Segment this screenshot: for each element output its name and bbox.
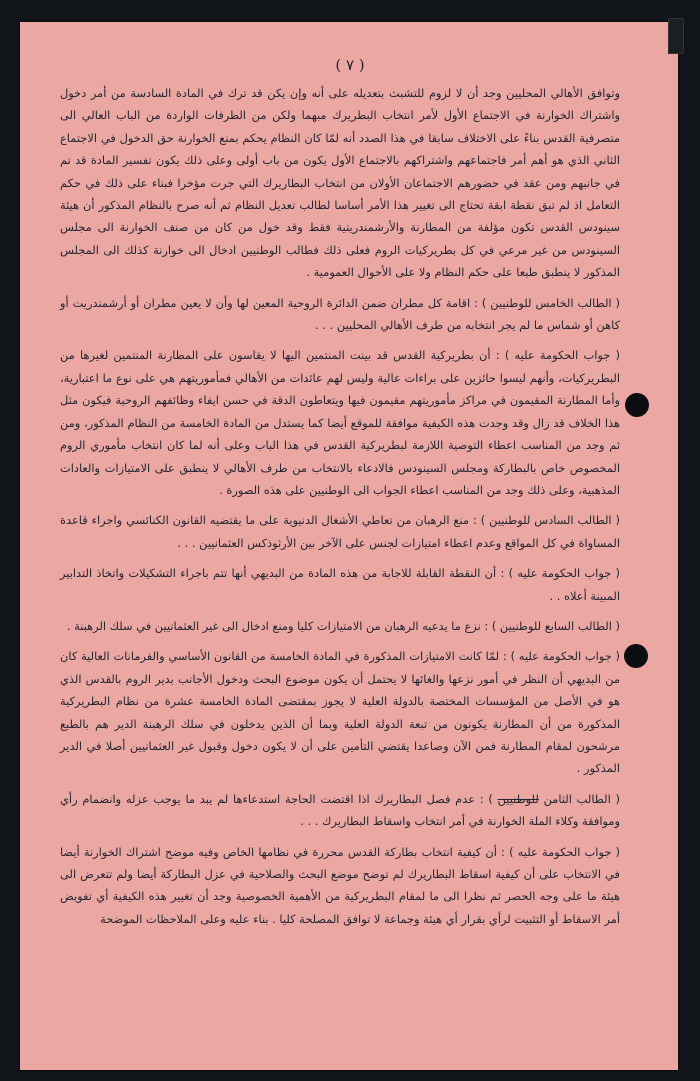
paragraph-demand-5: ( الطالب الخامس للوطنيين ) : اقامة كل مطران ضمن الدائرة الروحية المعين لها وأن لا يعين مطران أو أرشمندريت أو كاهن أو شماس ما لم يجر انتخابه من طرف الأهالي المحليين . . . — [60, 295, 620, 333]
binder-tab — [668, 18, 684, 54]
paragraph-demand-8: ( الطالب الثامن للوطنيين ) : عدم فصل البطاريرك اذا اقتضت الحاجة استدعاءها لم يبد ما يوجب عزله وانضمام رأي وموافقة وكلاء الملة الخوارنة في أمر انتخاب واسقاط البطاريرك . . . — [60, 791, 620, 829]
document-body — [60, 82, 620, 930]
paragraph-reply-7: ( جواب الحكومة عليه ) : لمّا كانت الامتيازات المذكورة في المادة الخامسة من القانون الأساسي والفرمانات العالية كان من البديهي أن النظر في أمور نزعها والغائها لا يحتمل أن يكون موضوع البحث ودخول الأجانب بدير الروم بالقدس الذي هو في الأصل من المؤسسات المختصة بالدولة العلية لا يجوز بمقتضى المادة الخامسة عشرة من نظام البطريركية المذكورة من أن المطارنة يكونون من تبعة الدولة العلية وبما أن الذين يدخلون في سلك الرهبنة الدير هم بالطبع مرشحون لمقام المطارنة فمن الآن وصاعدا يقتضي التأمين على أن لا يكون دخول وقبول غير العثمانيين أصلا في الدير المذكور . — [60, 649, 620, 776]
paragraph-reply-5: ( جواب الحكومة عليه ) : أن بطريركية القدس قد بينت المنتمين اليها لا يقاسون على المطارنة المنتمين لغيرها من البطريركيات، وأنهم ليسوا حائزين على براءات عالية وليس لهم عائدات من الأهالي فمأموريتهم هي على نوع ما اعتبارية، وأما المطارنة المقيمون في مراكز مأموريتهم مقيمون فيها ويتعاطون الدقة في حسن ايفاء وظائفهم الروحية فيكون مثل هذا الخلاف قد زال وقد وجدت هذه الكيفية موافقة للموقع أيضا كما يستدل من المادة الخامسة من النظام المذكور، ومن ثم وجد من المناسب اعطاء التوصية اللازمة لبطريركية القدس في هذا الباب وعلى أنه لما كان انتخاب مأموري الروم المخصوص خاص بالبطاركة ومجلس السينودس فالادعاء بالانتخاب من طرف الأهالي لا ينطبق على الامتيازات والعادات المذهبية، وعلى ذلك وجد من المناسب اعطاء الجواب الى الوطنيين على هذه الصورة . — [60, 348, 620, 497]
page-number: ( ٧ ) — [335, 56, 365, 74]
punch-hole-top — [625, 393, 649, 417]
paragraph-reply-8: ( جواب الحكومة عليه ) : أن كيفية انتخاب بطاركة القدس محررة في نظامها الخاص وفيه موضح اشتراك الخوارنة أيضا في الانتخاب على أن كيفية اسقاط البطاريرك لم توضح موضع البحث والصلاحية في عزل البطاركة أيضا ولم تتعرض الى هيئة ما على وجه الحصر ثم نظرا الى ما لمقام البطريركية من الأهمية الخصوصية وجد أن تغيير هذه الكيفية أي تفويض أمر الاسقاط أو التثبيت لرأي بقرار أي هيئة وجماعة لا توافق المصلحة كليا . بناء عليه وعلى الملاحظات الموضحة — [60, 844, 620, 926]
paragraph-demand-7: ( الطالب السابع للوطنيين ) : نزع ما يدعيه الرهبان من الامتيازات كليا ومنع ادخال الى غير العثمانيين في سلك الرهبنة . — [66, 618, 620, 633]
paragraph-reply-6: ( جواب الحكومة عليه ) : أن النقطة القابلة للاجابة من هذه المادة من البديهي أنها تتم باجراء التشكيلات واتخاذ التدابير المبينة أعلاه . . — [60, 566, 620, 603]
paragraph-intro: وتوافق الأهالي المحليين وجد أن لا لزوم للتشبث بتعديله على أنه وإن يكن قد ترك في المادة السادسة من أمر دخول واشتراك الخوارنة في الاجتماع الأول لأمر انتخاب البطريرك مبهما ولكن من الطرفات الواردة من الباب العالي الى متصرفية القدس بناءً على الاختلاف سابقا في هذا الصدد أنه لمّا كان النظام يحكم بمنع الخوارنة حق الدخول في الاجتماع الثاني الذي هو أهم أمر فاجتماعهم واشتراكهم بالاجتماع الأول يكون من باب أولى وعلى ذلك يكون تفسير المادة قد تم في جانبهم ومن عقد في حضورهم الاجتماعان الأولان من انتخاب البطاريرك التي جرت مؤخرا فبناء على ذلك في حكم التعامل اذ لم تبق نقطة ابقة تحتاج الى تغيير هذا الأمر أساسا لطالب تعديل النظام ثم أنه صرح بالنظام المذكور أن هيئة سينودس القدس تكون مؤلفة من المطارنة والأرشمندريتية فقط وقد خول من كان من صنف الخوارنة الى مجلس السينودس من غير مرعي في كل بطريركيات الروم فعلى ذلك فطالب الوطنيين ادخال الى خوارنة كذلك الى المجلس المذكور لا ينطبق طبعا على حكم النظام ولا على الأحوال العمومية . — [60, 86, 620, 280]
paragraph-demand-6: ( الطالب السادس للوطنيين ) : منع الرهبان من تعاطي الأشغال الدنيوية على ما يقتضيه القانون الكنائسي واجراء قاعدة المساواة في كل المواقع وعدم اعطاء امتيازات لجنس على الآخر بين الأرثوذكس العثمانيين . . . — [60, 513, 620, 550]
punch-hole-bottom — [624, 644, 648, 668]
struck-word: للوطنيين — [497, 791, 539, 806]
